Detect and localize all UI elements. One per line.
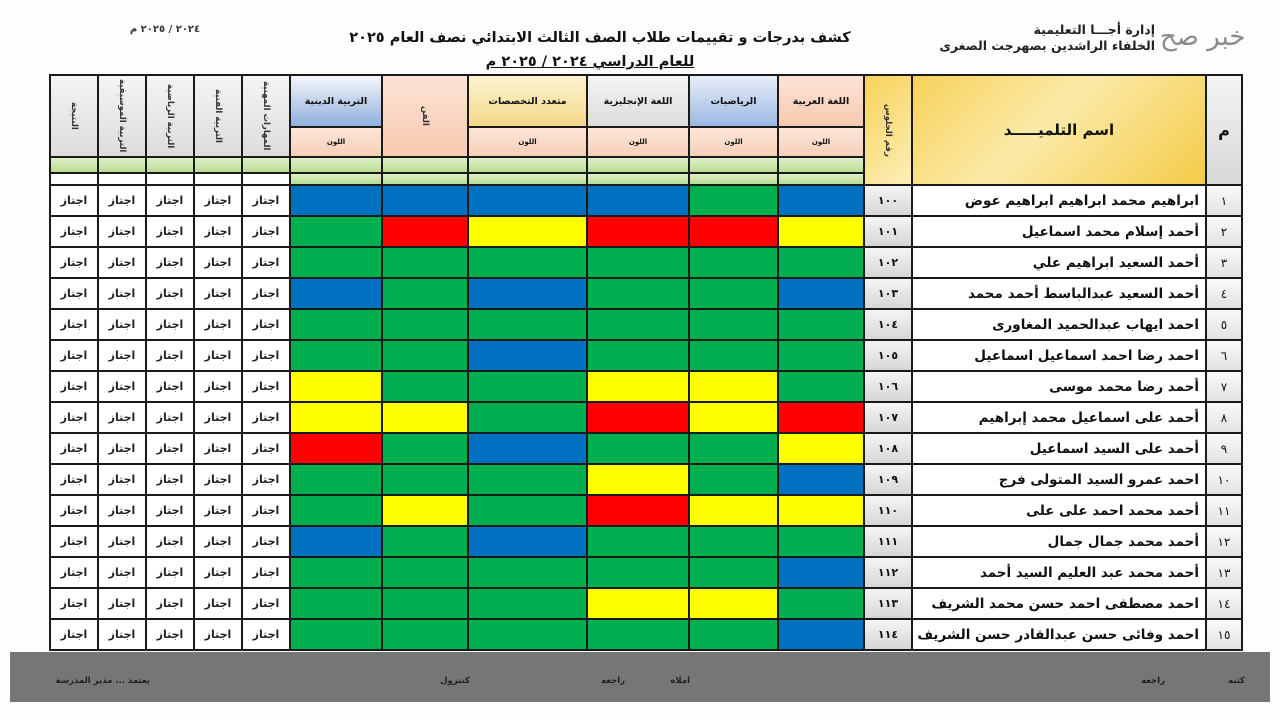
- student-name: احمد رضا احمد اسماعيل اسماعيل: [912, 340, 1206, 371]
- col-header-seat: [864, 75, 912, 185]
- student-name: أحمد السعيد ابراهيم علي: [912, 247, 1206, 278]
- grade-color-english[interactable]: [587, 588, 689, 619]
- grade-color-arabic[interactable]: [778, 588, 864, 619]
- pass-status: اجتاز: [98, 371, 146, 402]
- pass-status: اجتاز: [98, 278, 146, 309]
- row-number: ١٢: [1206, 526, 1242, 557]
- academic-year: للعام الدراسي ٢٠٢٤ / ٢٠٢٥ م: [485, 54, 695, 70]
- table-row: [50, 247, 1242, 278]
- seat-number: ١٠٣: [864, 278, 912, 309]
- pass-header-2: [146, 75, 194, 157]
- grade-color-arabic[interactable]: [778, 216, 864, 247]
- grade-color-arabic[interactable]: [778, 371, 864, 402]
- watermark: خبر صح: [1160, 22, 1246, 52]
- table-row: [50, 309, 1242, 340]
- grade-color-religion[interactable]: [290, 402, 382, 433]
- student-name: أحمد محمد عبد العليم السيد أحمد: [912, 557, 1206, 588]
- pass-status: اجتاز: [98, 588, 146, 619]
- pass-header-label: التربية الموسيقية: [117, 79, 127, 153]
- pass-status: اجتاز: [194, 526, 242, 557]
- subject-header-arabic: اللغة العربية: [778, 75, 864, 127]
- row-number: ١٥: [1206, 619, 1242, 650]
- pass-status: اجتاز: [194, 309, 242, 340]
- pass-status: اجتاز: [242, 619, 290, 650]
- pass-status: اجتاز: [50, 185, 98, 216]
- pass-status: اجتاز: [146, 185, 194, 216]
- grade-color-art[interactable]: [382, 247, 468, 278]
- pass-status: اجتاز: [98, 340, 146, 371]
- pass-status: اجتاز: [194, 185, 242, 216]
- grade-color-arabic[interactable]: [778, 278, 864, 309]
- grade-color-multi[interactable]: [468, 247, 587, 278]
- grade-color-english[interactable]: [587, 371, 689, 402]
- table-row: [50, 278, 1242, 309]
- grade-color-religion[interactable]: [290, 371, 382, 402]
- row-number: ١: [1206, 185, 1242, 216]
- seat-number: ١٠٦: [864, 371, 912, 402]
- color-label: اللون: [587, 127, 689, 157]
- pass-status: اجتاز: [242, 433, 290, 464]
- pass-status: اجتاز: [146, 433, 194, 464]
- pass-status: اجتاز: [50, 402, 98, 433]
- seat-number: ١٠٢: [864, 247, 912, 278]
- grade-color-religion[interactable]: [290, 309, 382, 340]
- pass-status: اجتاز: [50, 340, 98, 371]
- pass-status: اجتاز: [50, 619, 98, 650]
- pass-status: اجتاز: [242, 340, 290, 371]
- grade-color-math[interactable]: [689, 464, 778, 495]
- pass-status: اجتاز: [194, 216, 242, 247]
- pass-header-label: التربية الفنية: [213, 89, 223, 143]
- header-row: [50, 75, 1242, 127]
- grade-color-english[interactable]: [587, 495, 689, 526]
- grade-color-multi[interactable]: [468, 278, 587, 309]
- row-number: ٤: [1206, 278, 1242, 309]
- subject-header-english: اللغة الإنجليزية: [587, 75, 689, 127]
- pass-status: اجتاز: [98, 464, 146, 495]
- grade-color-arabic[interactable]: [778, 619, 864, 650]
- row-number: ٦: [1206, 340, 1242, 371]
- pass-header-4: [50, 75, 98, 157]
- grade-color-art[interactable]: [382, 309, 468, 340]
- pass-status: اجتاز: [146, 278, 194, 309]
- row-number: ٩: [1206, 433, 1242, 464]
- grade-color-english[interactable]: [587, 433, 689, 464]
- grade-color-multi[interactable]: [468, 402, 587, 433]
- pass-status: اجتاز: [50, 247, 98, 278]
- school-header: [905, 22, 1155, 54]
- pass-status: اجتاز: [242, 216, 290, 247]
- school-name: الخلفاء الراشدين بصهرجت الصغرى: [939, 38, 1155, 53]
- pass-status: اجتاز: [98, 402, 146, 433]
- pass-status: اجتاز: [50, 557, 98, 588]
- pass-status: اجتاز: [50, 526, 98, 557]
- grade-color-art[interactable]: [382, 340, 468, 371]
- grade-color-math[interactable]: [689, 371, 778, 402]
- grade-color-arabic[interactable]: [778, 495, 864, 526]
- table-row: [50, 402, 1242, 433]
- student-name: أحمد السعيد عبدالباسط أحمد محمد: [912, 278, 1206, 309]
- grade-color-math[interactable]: [689, 278, 778, 309]
- grade-color-art[interactable]: [382, 433, 468, 464]
- grade-color-art[interactable]: [382, 402, 468, 433]
- grade-color-multi[interactable]: [468, 588, 587, 619]
- pass-status: اجتاز: [98, 185, 146, 216]
- pass-status: اجتاز: [242, 247, 290, 278]
- pass-status: اجتاز: [146, 557, 194, 588]
- grade-color-math[interactable]: [689, 247, 778, 278]
- grade-color-religion[interactable]: [290, 619, 382, 650]
- pass-status: اجتاز: [50, 309, 98, 340]
- pass-status: اجتاز: [50, 464, 98, 495]
- table-row: [50, 340, 1242, 371]
- pass-status: اجتاز: [146, 309, 194, 340]
- table-row: [50, 557, 1242, 588]
- student-name: أحمد محمد جمال جمال: [912, 526, 1206, 557]
- top-date: ٢٠٢٤ / ٢٠٢٥ م: [129, 24, 201, 35]
- pass-status: اجتاز: [242, 185, 290, 216]
- grade-color-math[interactable]: [689, 402, 778, 433]
- grade-color-math[interactable]: [689, 588, 778, 619]
- table-row: [50, 495, 1242, 526]
- row-number: ٥: [1206, 309, 1242, 340]
- pass-status: اجتاز: [242, 371, 290, 402]
- pass-header-label: التربية الرياضية: [165, 83, 175, 149]
- subject-header-art: [382, 75, 468, 157]
- grade-color-arabic[interactable]: [778, 526, 864, 557]
- pass-status: اجتاز: [146, 464, 194, 495]
- grade-color-art[interactable]: [382, 216, 468, 247]
- seat-number: ١١٠: [864, 495, 912, 526]
- col-header-number: م: [1206, 75, 1242, 185]
- pass-status: اجتاز: [146, 588, 194, 619]
- grade-color-religion[interactable]: [290, 433, 382, 464]
- table-row: [50, 185, 1242, 216]
- grade-color-multi[interactable]: [468, 464, 587, 495]
- pass-status: اجتاز: [50, 278, 98, 309]
- pass-status: اجتاز: [98, 309, 146, 340]
- grade-color-religion[interactable]: [290, 278, 382, 309]
- pass-header-label: النتيجة: [69, 102, 79, 130]
- seat-number: ١٠٧: [864, 402, 912, 433]
- pass-status: اجتاز: [194, 340, 242, 371]
- grade-color-english[interactable]: [587, 619, 689, 650]
- pass-status: اجتاز: [242, 495, 290, 526]
- pass-status: اجتاز: [146, 526, 194, 557]
- grade-color-math[interactable]: [689, 216, 778, 247]
- grade-color-english[interactable]: [587, 526, 689, 557]
- grade-color-english[interactable]: [587, 185, 689, 216]
- pass-status: اجتاز: [98, 619, 146, 650]
- seat-number: ١١١: [864, 526, 912, 557]
- grade-color-multi[interactable]: [468, 557, 587, 588]
- seat-number: ١١٣: [864, 588, 912, 619]
- row-number: ٨: [1206, 402, 1242, 433]
- grade-color-arabic[interactable]: [778, 433, 864, 464]
- grade-color-arabic[interactable]: [778, 557, 864, 588]
- grade-color-english[interactable]: [587, 309, 689, 340]
- grade-color-math[interactable]: [689, 433, 778, 464]
- grade-color-multi[interactable]: [468, 185, 587, 216]
- grade-color-religion[interactable]: [290, 495, 382, 526]
- pass-status: اجتاز: [50, 588, 98, 619]
- row-number: ١٣: [1206, 557, 1242, 588]
- seat-number: ١١٤: [864, 619, 912, 650]
- grade-color-arabic[interactable]: [778, 340, 864, 371]
- pass-status: اجتاز: [146, 371, 194, 402]
- grade-color-math[interactable]: [689, 185, 778, 216]
- student-name: أحمد على اسماعيل محمد إبراهيم: [912, 402, 1206, 433]
- grade-color-multi[interactable]: [468, 526, 587, 557]
- grade-color-math[interactable]: [689, 309, 778, 340]
- pass-status: اجتاز: [146, 619, 194, 650]
- footer-writer: كتبه: [1227, 676, 1245, 686]
- row-number: ٣: [1206, 247, 1242, 278]
- pass-status: اجتاز: [194, 619, 242, 650]
- pass-status: اجتاز: [98, 495, 146, 526]
- row-number: ١٠: [1206, 464, 1242, 495]
- grade-color-english[interactable]: [587, 464, 689, 495]
- grade-color-english[interactable]: [587, 402, 689, 433]
- grade-color-multi[interactable]: [468, 433, 587, 464]
- pass-status: اجتاز: [194, 495, 242, 526]
- seat-number: ١٠٠: [864, 185, 912, 216]
- grade-color-math[interactable]: [689, 340, 778, 371]
- table-row: [50, 526, 1242, 557]
- seat-number: ١٠٨: [864, 433, 912, 464]
- row-number: ٧: [1206, 371, 1242, 402]
- pass-status: اجتاز: [146, 495, 194, 526]
- grade-color-religion[interactable]: [290, 526, 382, 557]
- seat-number: ١٠٩: [864, 464, 912, 495]
- color-label: اللون: [468, 127, 587, 157]
- pass-status: اجتاز: [242, 526, 290, 557]
- grade-color-art[interactable]: [382, 526, 468, 557]
- student-name: أحمد محمد احمد على على: [912, 495, 1206, 526]
- grade-color-art[interactable]: [382, 619, 468, 650]
- pass-status: اجتاز: [98, 247, 146, 278]
- color-label: اللون: [778, 127, 864, 157]
- student-name: احمد مصطفى احمد حسن محمد الشريف: [912, 588, 1206, 619]
- table-row: [50, 433, 1242, 464]
- grade-color-art[interactable]: [382, 278, 468, 309]
- grade-color-multi[interactable]: [468, 619, 587, 650]
- footer-reviewer: راجعه: [1141, 676, 1165, 686]
- table-row: [50, 371, 1242, 402]
- pass-status: اجتاز: [50, 433, 98, 464]
- row-number: ٢: [1206, 216, 1242, 247]
- grade-color-math[interactable]: [689, 495, 778, 526]
- pass-status: اجتاز: [98, 526, 146, 557]
- grade-color-arabic[interactable]: [778, 309, 864, 340]
- table-row: [50, 619, 1242, 650]
- grade-color-multi[interactable]: [468, 495, 587, 526]
- table-row: [50, 588, 1242, 619]
- grade-color-math[interactable]: [689, 619, 778, 650]
- pass-status: اجتاز: [194, 464, 242, 495]
- grade-color-art[interactable]: [382, 464, 468, 495]
- grade-color-english[interactable]: [587, 247, 689, 278]
- grade-color-arabic[interactable]: [778, 185, 864, 216]
- signature-footer: [10, 652, 1270, 702]
- grade-color-english[interactable]: [587, 278, 689, 309]
- grade-color-religion[interactable]: [290, 588, 382, 619]
- pass-status: اجتاز: [242, 557, 290, 588]
- pass-status: اجتاز: [194, 588, 242, 619]
- subject-header-math: الرياضيات: [689, 75, 778, 127]
- pass-status: اجتاز: [242, 588, 290, 619]
- seat-number: ١٠٥: [864, 340, 912, 371]
- grade-color-arabic[interactable]: [778, 464, 864, 495]
- sheet-title: كشف بدرجات و تقييمات طلاب الصف الثالث الابتدائي نصف العام ٢٠٢٥: [349, 30, 851, 46]
- grade-color-religion[interactable]: [290, 185, 382, 216]
- pass-status: اجتاز: [98, 433, 146, 464]
- grade-color-art[interactable]: [382, 495, 468, 526]
- subject-header-multi: متعدد التخصصات: [468, 75, 587, 127]
- grade-color-multi[interactable]: [468, 371, 587, 402]
- pass-status: اجتاز: [146, 402, 194, 433]
- pass-header-3: [98, 75, 146, 157]
- pass-status: اجتاز: [194, 557, 242, 588]
- art-header-label: الفن: [420, 106, 430, 126]
- footer-reviewer-2: راجعه: [601, 676, 625, 686]
- grade-color-art[interactable]: [382, 371, 468, 402]
- pass-header-label: المهارات المهنية: [261, 81, 271, 151]
- pass-header-1: [194, 75, 242, 157]
- table-row: [50, 464, 1242, 495]
- grade-color-religion[interactable]: [290, 464, 382, 495]
- row-number: ١٤: [1206, 588, 1242, 619]
- pass-status: اجتاز: [50, 371, 98, 402]
- seat-number: ١٠٤: [864, 309, 912, 340]
- student-name: أحمد رضا محمد موسى: [912, 371, 1206, 402]
- pass-header-0: [242, 75, 290, 157]
- grades-table: [49, 74, 1243, 651]
- student-name: احمد عمرو السيد المتولى فرج: [912, 464, 1206, 495]
- pass-status: اجتاز: [242, 278, 290, 309]
- row-number: ١١: [1206, 495, 1242, 526]
- grade-color-art[interactable]: [382, 557, 468, 588]
- grade-color-english[interactable]: [587, 557, 689, 588]
- col-header-name: اسم التلميـــــد: [912, 75, 1206, 185]
- student-name: أحمد على السيد اسماعيل: [912, 433, 1206, 464]
- subject-header-religion: التربية الدينية: [290, 75, 382, 127]
- pass-status: اجتاز: [194, 278, 242, 309]
- pass-status: اجتاز: [194, 247, 242, 278]
- table-row: [50, 216, 1242, 247]
- grade-color-art[interactable]: [382, 588, 468, 619]
- pass-status: اجتاز: [146, 216, 194, 247]
- pass-status: اجتاز: [194, 371, 242, 402]
- pass-status: اجتاز: [242, 309, 290, 340]
- grade-color-math[interactable]: [689, 557, 778, 588]
- student-name: احمد ايهاب عبدالحميد المغاورى: [912, 309, 1206, 340]
- student-name: أحمد إسلام محمد اسماعيل: [912, 216, 1206, 247]
- grade-color-english[interactable]: [587, 216, 689, 247]
- pass-status: اجتاز: [146, 340, 194, 371]
- pass-status: اجتاز: [194, 402, 242, 433]
- student-name: احمد وفائى حسن عبدالقادر حسن الشريف: [912, 619, 1206, 650]
- pass-status: اجتاز: [50, 216, 98, 247]
- footer-control: كنترول: [440, 676, 470, 686]
- pass-status: اجتاز: [242, 402, 290, 433]
- pass-status: اجتاز: [146, 247, 194, 278]
- grade-color-religion[interactable]: [290, 340, 382, 371]
- administration-name: إدارة أجـــا التعليمية: [1033, 22, 1155, 37]
- pass-status: اجتاز: [98, 216, 146, 247]
- pass-status: اجتاز: [242, 464, 290, 495]
- student-name: ابراهيم محمد ابراهيم ابراهيم عوض: [912, 185, 1206, 216]
- pass-status: اجتاز: [50, 495, 98, 526]
- grade-color-english[interactable]: [587, 340, 689, 371]
- grade-color-multi[interactable]: [468, 340, 587, 371]
- footer-principal: يعتمد ... مدير المدرسة: [55, 676, 150, 686]
- color-label: اللون: [689, 127, 778, 157]
- grade-color-religion[interactable]: [290, 216, 382, 247]
- grade-color-religion[interactable]: [290, 247, 382, 278]
- grade-color-arabic[interactable]: [778, 402, 864, 433]
- grade-color-religion[interactable]: [290, 557, 382, 588]
- pass-status: اجتاز: [98, 557, 146, 588]
- pass-status: اجتاز: [194, 433, 242, 464]
- grade-color-multi[interactable]: [468, 309, 587, 340]
- grade-color-multi[interactable]: [468, 216, 587, 247]
- seat-header-label: رقم الجلوس: [883, 103, 893, 157]
- grade-color-math[interactable]: [689, 526, 778, 557]
- grade-color-art[interactable]: [382, 185, 468, 216]
- seat-number: ١١٢: [864, 557, 912, 588]
- grade-color-arabic[interactable]: [778, 247, 864, 278]
- seat-number: ١٠١: [864, 216, 912, 247]
- color-label: اللون: [290, 127, 382, 157]
- footer-dictated: املاه: [670, 676, 690, 686]
